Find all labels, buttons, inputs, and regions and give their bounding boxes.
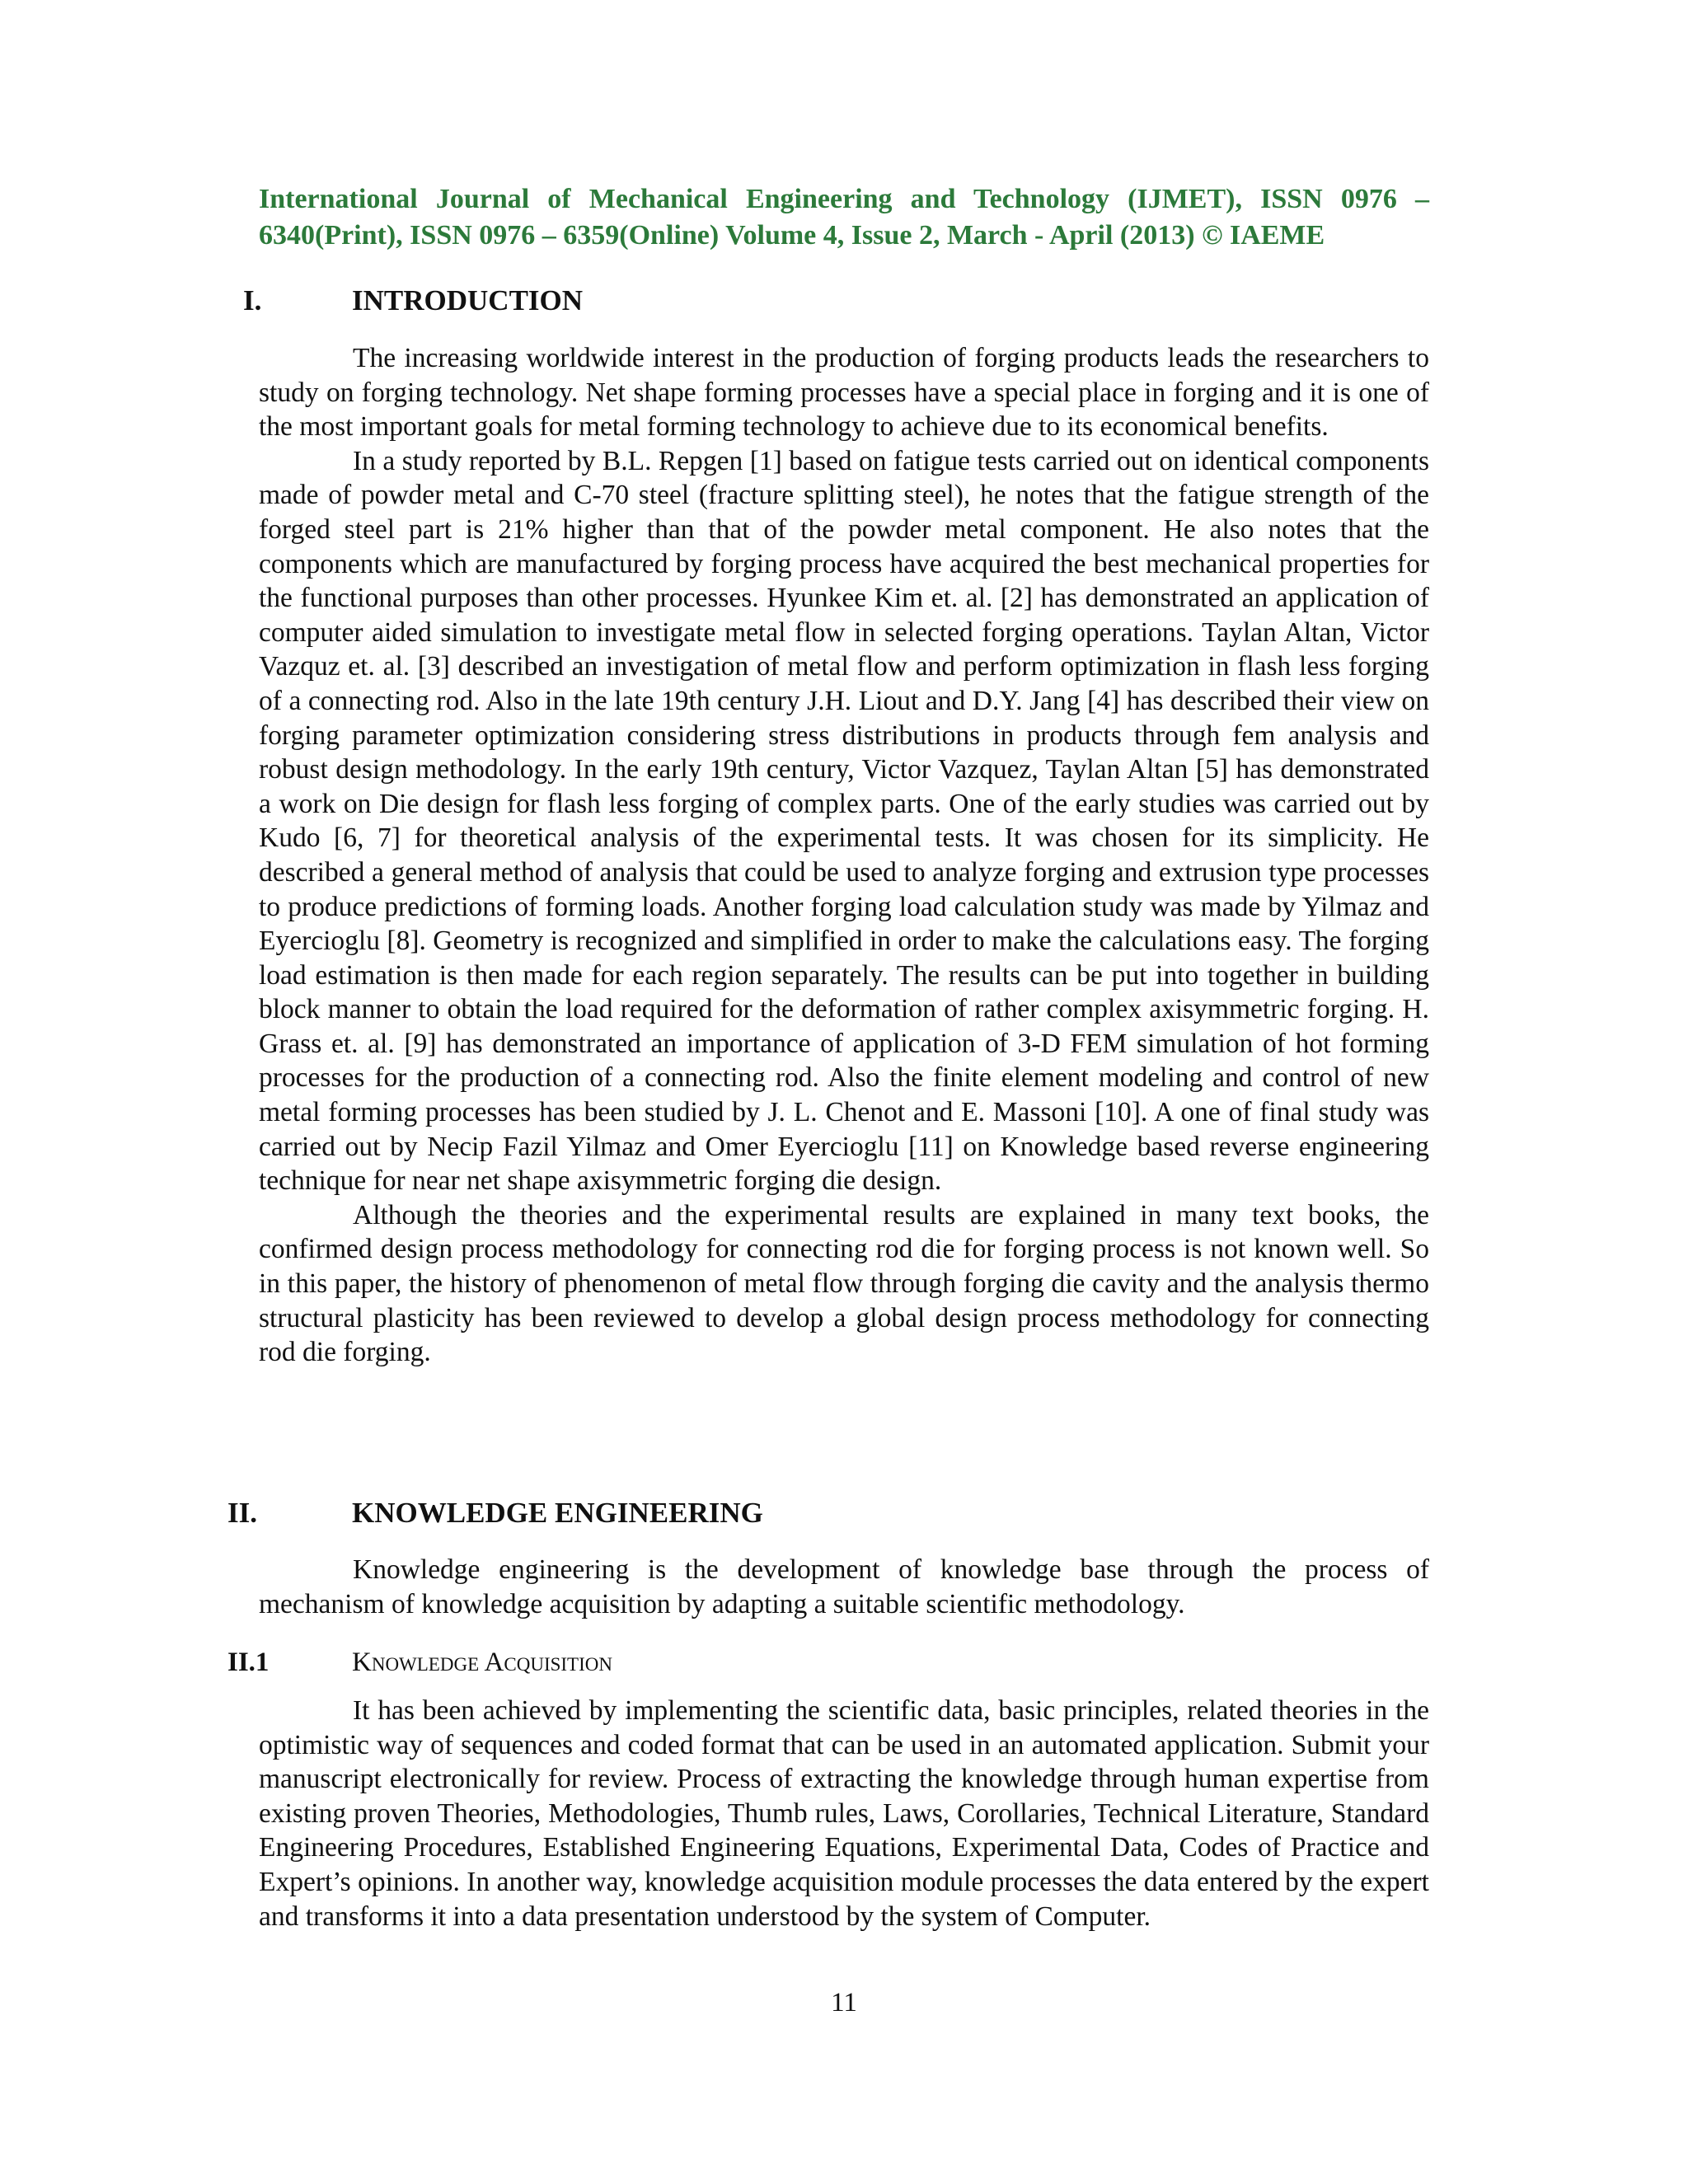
section-title: INTRODUCTION: [352, 284, 584, 316]
page-number: 11: [831, 1988, 857, 2018]
journal-header-line-1: International Journal of Mechanical Engineering and Technology (IJMET), ISSN 0976 –: [259, 184, 1429, 214]
subsection-heading-knowledge-acquisition: [227, 1645, 1052, 1680]
knowledge-acquisition-body: [259, 1694, 1429, 1933]
section-title: KNOWLEDGE ENGINEERING: [352, 1497, 763, 1529]
paragraph: It has been achieved by implementing the scientific data, basic principles, related theories in the optimistic way of sequences and coded format that can be used in an automated application. Submit your manuscript electronically for review. Process of extracting the knowledge through human expertise from existing proven Theories, Methodologies, Thumb rules, Laws, Corollaries, Technical Literature, Standard Engineering Procedures, Established Engineering Equations, Experimental Data, Codes of Practice and Expert’s opinions. In another way, knowledge acquisition module processes the data entered by the expert and transforms it into a data presentation understood by the system of Computer.: [259, 1695, 1429, 1932]
section-heading-knowledge-engineering: [227, 1496, 1052, 1530]
section-heading-introduction: [243, 284, 985, 318]
journal-header: [259, 181, 1429, 254]
section-number: II.: [227, 1497, 257, 1529]
subsection-number: II.1: [227, 1647, 270, 1677]
subsection-title: Knowledge Acquisition: [352, 1647, 612, 1677]
journal-header-line-2: 6340(Print), ISSN 0976 – 6359(Online) Volume 4, Issue 2, March - April (2013) © IAEME: [259, 220, 1325, 251]
paragraph: In a study reported by B.L. Repgen [1] based on fatigue tests carried out on identical components made of powder metal and C-70 steel (fracture splitting steel), he notes that the fatigue strength of the forged steel part is 21% higher than that of the powder metal component. He also notes that the components which are manufactured by forging process have acquired the best mechanical properties for the functional purposes than other processes. Hyunkee Kim et. al. [2] has demonstrated an application of computer aided simulation to investigate metal flow in selected forging operations. Taylan Altan, Victor Vazquz et. al. [3] described an investigation of metal flow and perform optimization in flash less forging of a connecting rod. Also in the late 19th century J.H. Liout and D.Y. Jang [4] has described their view on forging parameter optimization considering stress distributions in products through fem analysis and robust design methodology. In the early 19th century, Victor Vazquez, Taylan Altan [5] has demonstrated a work on Die design for flash less forging of complex parts. One of the early studies was carried out by Kudo [6, 7] for theoretical analysis of the experimental tests. It was chosen for its simplicity. He described a general method of analysis that could be used to analyze forging and extrusion type processes to produce predictions of forming loads. Another forging load calculation study was made by Yilmaz and Eyercioglu [8]. Geometry is recognized and simplified in order to make the calculations easy. The forging load estimation is then made for each region separately. The results can be put into together in building block manner to obtain the load required for the deformation of rather complex axisymmetric forging. H. Grass et. al. [9] has demonstrated an importance of application of 3-D FEM simulation of hot forming processes for the production of a connecting rod. Also the finite element modeling and control of new metal forming processes has been studied by J. L. Chenot and E. Massoni [10]. A one of final study was carried out by Necip Fazil Yilmaz and Omer Eyercioglu [11] on Knowledge based reverse engineering technique for near net shape axisymmetric forging die design.: [259, 445, 1429, 1197]
paragraph: Knowledge engineering is the development of knowledge base through the process of mechanism of knowledge acquisition by adapting a suitable scientific methodology.: [259, 1554, 1429, 1619]
paragraph: The increasing worldwide interest in the production of forging products leads the researchers to study on forging technology. Net shape forming processes have a special place in forging and it is one of the most important goals for metal forming technology to achieve due to its economical benefits.: [259, 343, 1429, 443]
paragraph: Although the theories and the experimental results are explained in many text books, the confirmed design process methodology for connecting rod die for forging process is not known well. So in this paper, the history of phenomenon of metal flow through forging die cavity and the analysis thermo structural plasticity has been reviewed to develop a global design process methodology for connecting rod die forging.: [259, 1199, 1429, 1368]
introduction-body: [259, 341, 1429, 1370]
section-number: I.: [243, 284, 262, 316]
knowledge-engineering-body: [259, 1553, 1429, 1621]
